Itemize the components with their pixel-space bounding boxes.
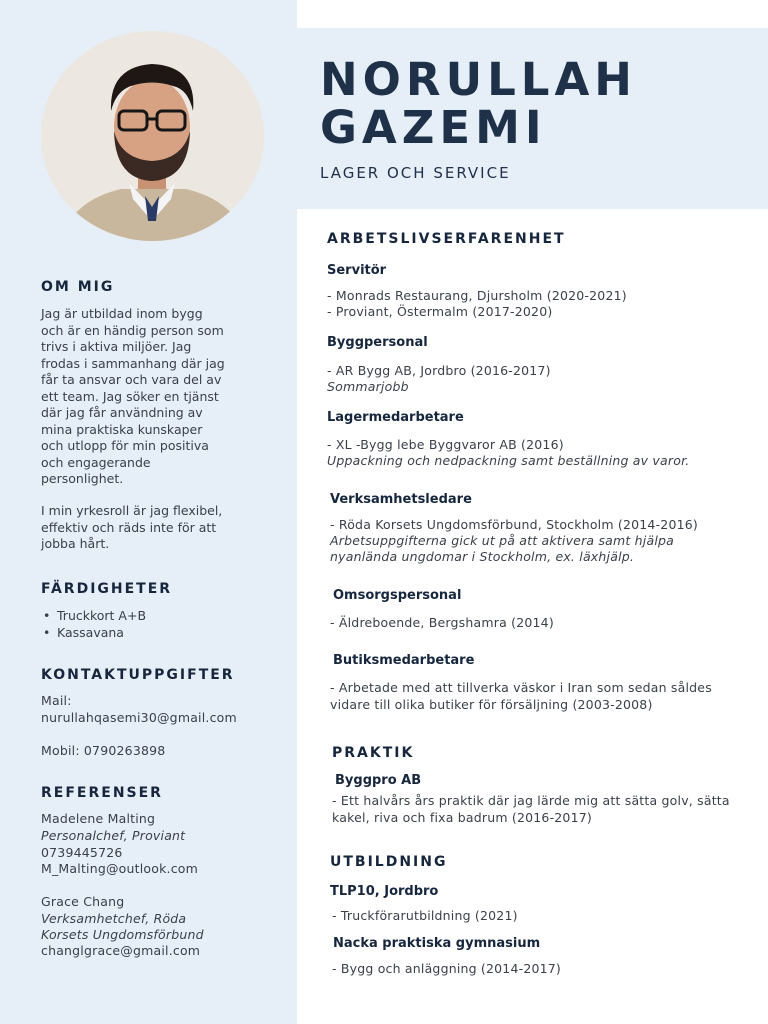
job-detail: - Monrads Restaurang, Djursholm (2020-2021)	[327, 288, 627, 303]
internship-detail: kakel, riva och fixa badrum (2016-2017)	[332, 810, 592, 825]
reference-role: Personalchef, Proviant	[41, 828, 186, 843]
references-heading: REFERENSER	[41, 785, 163, 801]
skill-item: • Truckkort A+B	[41, 607, 146, 624]
reference-email[interactable]: M_Malting@outlook.com	[41, 861, 199, 876]
reference-role: Verksamhetchef, Röda	[41, 911, 187, 926]
job-title: LAGER OCH SERVICE	[320, 164, 511, 182]
job-title: Servitör	[327, 263, 387, 278]
job-detail: Sommarjobb	[327, 379, 409, 394]
about-text-1: Jag är utbildad inom bygg och är en händig person som trivs i aktiva miljöer. Jag frodas i sammanhang där jag får ta ansvar och vara del av ett team. Jag söker en tjänst där jag får användning av mina praktiska kunskaper och utlopp för min positiva och engagerande personlighet.	[41, 306, 225, 486]
job-detail: - Arbetade med att tillverka väskor i Iran som sedan såldes	[330, 680, 712, 695]
job-title: Byggpersonal	[327, 335, 428, 350]
phone-number: Mobil: 0790263898	[41, 743, 166, 758]
education-detail: - Bygg och anläggning (2014-2017)	[332, 961, 562, 976]
skills-heading: FÄRDIGHETER	[41, 581, 173, 597]
job-title: Verksamhetsledare	[330, 492, 472, 507]
job-detail: - Röda Korsets Ungdomsförbund, Stockholm (2014-2016)	[330, 517, 698, 532]
job-detail: - AR Bygg AB, Jordbro (2016-2017)	[327, 363, 551, 378]
reference-phone: 0739445726	[41, 845, 123, 860]
about-heading: OM MIG	[41, 279, 115, 295]
skills-list	[41, 607, 146, 641]
job-detail: - Äldreboende, Bergshamra (2014)	[330, 615, 554, 630]
reference-name: Madelene Malting	[41, 811, 156, 826]
job-title: Lagermedarbetare	[327, 410, 464, 425]
profile-photo	[41, 31, 264, 241]
contact-heading: KONTAKTUPPGIFTER	[41, 667, 235, 683]
internship-detail: - Ett halvårs års praktik där jag lärde mig att sätta golv, sätta	[332, 793, 730, 808]
job-detail: Uppackning och nedpackning samt beställning av varor.	[327, 453, 690, 468]
reference-name: Grace Chang	[41, 894, 125, 909]
experience-heading: ARBETSLIVSERFARENHET	[327, 231, 566, 247]
job-detail: vidare till olika butiker för försäljning (2003-2008)	[330, 697, 653, 712]
internship-heading: PRAKTIK	[332, 745, 415, 761]
person-name	[320, 53, 637, 154]
name-line-1: NORULLAH	[320, 53, 637, 106]
job-title: Butiksmedarbetare	[333, 653, 475, 668]
mail-label: Mail:	[41, 693, 72, 708]
about-text-2: I min yrkesroll är jag flexibel, effektiv och räds inte för att jobba hårt.	[41, 503, 223, 551]
job-detail: Arbetsuppgifterna gick ut på att aktivera samt hjälpa	[330, 533, 674, 548]
job-detail: - Proviant, Östermalm (2017-2020)	[327, 304, 553, 319]
email-link[interactable]: nurullahqasemi30@gmail.com	[41, 710, 237, 725]
education-heading: UTBILDNING	[330, 854, 448, 870]
name-line-2: GAZEMI	[320, 101, 547, 154]
reference-role: Korsets Ungdomsförbund	[41, 927, 204, 942]
education-title: Nacka praktiska gymnasium	[333, 936, 541, 951]
education-title: TLP10, Jordbro	[330, 884, 439, 899]
internship-title: Byggpro AB	[335, 773, 422, 788]
education-detail: - Truckförarutbildning (2021)	[332, 908, 518, 923]
job-title: Omsorgspersonal	[333, 588, 462, 603]
job-detail: nyanlända ungdomar i Stockholm, ex. läxhjälp.	[330, 549, 635, 564]
skill-item: • Kassavana	[41, 624, 146, 641]
reference-email[interactable]: changlgrace@gmail.com	[41, 943, 201, 958]
job-detail: - XL -Bygg lebe Byggvaror AB (2016)	[327, 437, 564, 452]
